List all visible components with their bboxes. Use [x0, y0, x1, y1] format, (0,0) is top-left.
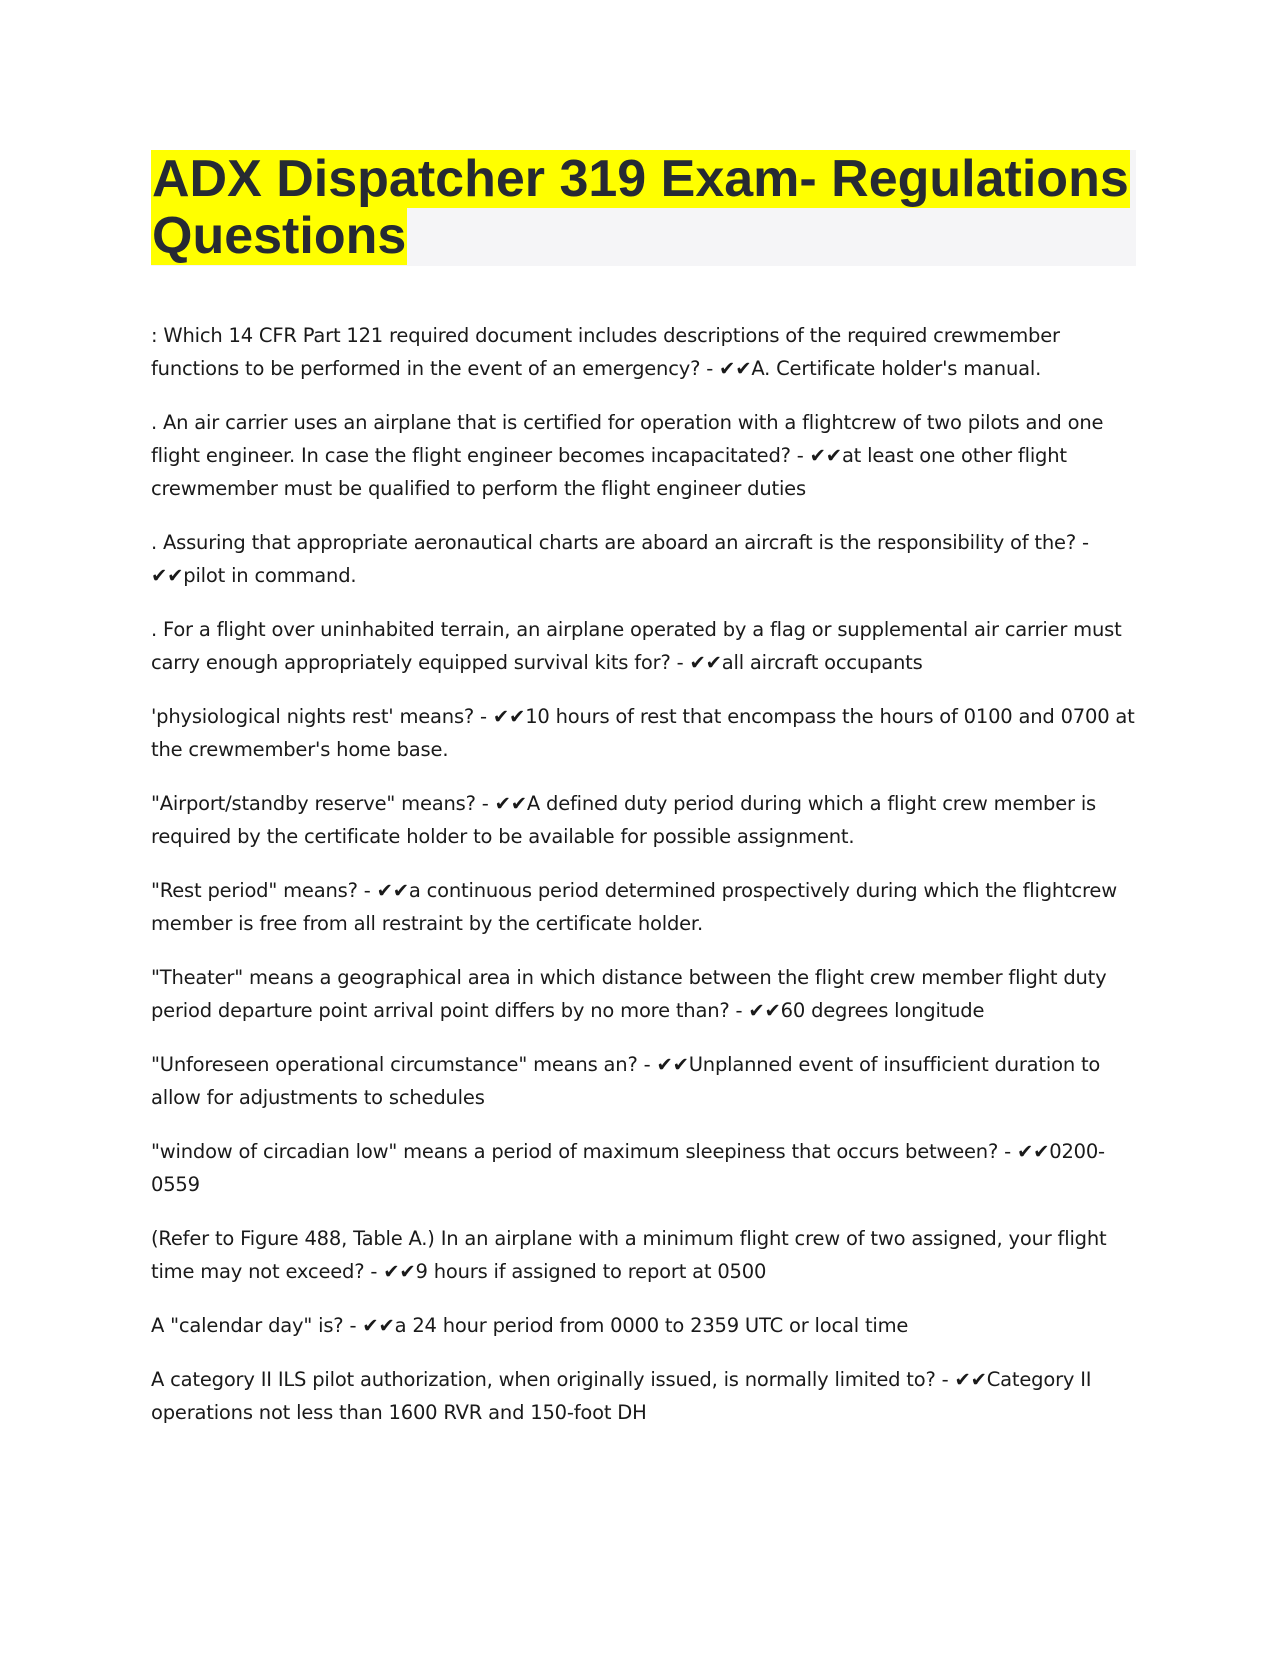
answer-marker: - ✔✔ — [343, 1314, 395, 1337]
question-text: "Unforeseen operational circumstance" means an? — [151, 1053, 638, 1076]
qa-item — [151, 1048, 1136, 1114]
answer-marker: - ✔✔ — [790, 444, 842, 467]
question-text: . For a flight over uninhabited terrain, an airplane operated by a flag or supplemental air carrier must carry enough appropriately equipped survival kits for? — [151, 618, 1122, 674]
answer-text: A defined duty period during which a flight crew member is required by the certificate holder to be available for possible assignment. — [151, 792, 1097, 848]
document-title-text: ADX Dispatcher 319 Exam- Regulations Questions — [152, 150, 1129, 265]
answer-marker: - ✔✔ — [475, 792, 527, 815]
answer-marker: - ✔✔ — [729, 999, 781, 1022]
question-text: . An air carrier uses an airplane that is certified for operation with a flightcrew of two pilots and one flight engineer. In case the flight engineer becomes incapacitated? — [151, 411, 1104, 467]
question-text: : Which 14 CFR Part 121 required document includes descriptions of the required crewmember functions to be performed in the event of an emergency? — [151, 324, 1060, 380]
question-text: "Airport/standby reserve" means? — [151, 792, 476, 815]
answer-marker: - ✔✔ — [998, 1140, 1050, 1163]
qa-item — [151, 1309, 1136, 1342]
qa-item — [151, 787, 1136, 853]
qa-item — [151, 700, 1136, 766]
question-text: . Assuring that appropriate aeronautical charts are aboard an aircraft is the responsibility of the? — [151, 531, 1076, 554]
answer-text: 9 hours if assigned to report at 0500 — [415, 1260, 767, 1283]
answer-text: at least one other flight crewmember must be qualified to perform the flight engineer duties — [151, 444, 1067, 500]
document-title — [151, 150, 1136, 265]
question-text: A category II ILS pilot authorization, when originally issued, is normally limited to? — [151, 1368, 936, 1391]
qa-list — [151, 319, 1136, 1429]
question-text: "Rest period" means? — [151, 879, 358, 902]
answer-text: all aircraft occupants — [721, 651, 923, 674]
qa-item — [151, 1135, 1136, 1201]
question-text: (Refer to Figure 488, Table A.) In an airplane with a minimum flight crew of two assigned, your flight time may not exceed? — [151, 1227, 1107, 1283]
answer-marker: - ✔✔ — [364, 1260, 416, 1283]
question-text: 'physiological nights rest' means? — [151, 705, 475, 728]
answer-marker: - ✔✔ — [637, 1053, 689, 1076]
answer-marker: - ✔✔ — [935, 1368, 987, 1391]
answer-marker: - ✔✔ — [700, 357, 752, 380]
qa-item — [151, 526, 1136, 592]
question-text: "Theater" means a geographical area in which distance between the flight crew member flight duty period departure point arrival point differs by no more than? — [151, 966, 1107, 1022]
answer-marker: - ✔✔ — [474, 705, 526, 728]
question-text: A "calendar day" is? — [151, 1314, 344, 1337]
answer-text: pilot in command. — [183, 564, 357, 587]
qa-item — [151, 1363, 1136, 1429]
answer-text: 60 degrees longitude — [780, 999, 985, 1022]
qa-item — [151, 1222, 1136, 1288]
answer-text: A. Certificate holder's manual. — [751, 357, 1042, 380]
title-block — [151, 150, 1136, 266]
answer-text: Unplanned event of insufficient duration to allow for adjustments to schedules — [151, 1053, 1101, 1109]
qa-item — [151, 874, 1136, 940]
qa-item — [151, 406, 1136, 505]
document-page — [151, 150, 1136, 1450]
answer-text: a 24 hour period from 0000 to 2359 UTC or local time — [394, 1314, 909, 1337]
qa-item — [151, 961, 1136, 1027]
answer-marker: - ✔✔ — [151, 531, 1089, 587]
answer-marker: - ✔✔ — [670, 651, 722, 674]
question-text: "window of circadian low" means a period of maximum sleepiness that occurs between? — [151, 1140, 999, 1163]
answer-marker: - ✔✔ — [357, 879, 409, 902]
answer-text: Category II operations not less than 1600 RVR and 150-foot DH — [151, 1368, 1092, 1424]
answer-text: 10 hours of rest that encompass the hours of 0100 and 0700 at the crewmember's home base. — [151, 705, 1135, 761]
qa-item — [151, 319, 1136, 385]
qa-item — [151, 613, 1136, 679]
answer-text: a continuous period determined prospectively during which the flightcrew member is free from all restraint by the certificate holder. — [151, 879, 1117, 935]
answer-text: 0200-0559 — [151, 1140, 1105, 1196]
